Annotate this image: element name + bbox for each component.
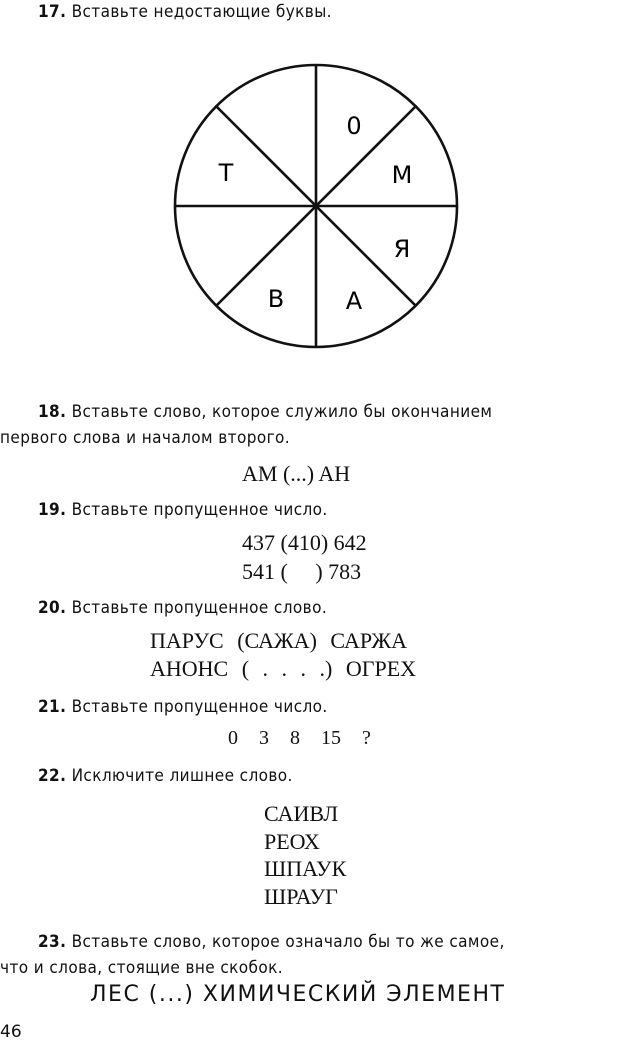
q19-row1: 437 (410) 642 [242,530,367,555]
q23-line1: 23. Вставьте слово, которое означало бы то же самое, [38,932,505,952]
q23-line2: что и слова, стоящие вне скобок. [0,958,284,978]
q22-heading: 22. Исключите лишнее слово. [38,766,293,786]
q22-word: ШПАУК [264,856,347,881]
q19-number: 19. [38,500,67,520]
q18-line2: первого слова и началом второго. [0,428,291,448]
wheel-letter-bottom-right: А [345,287,363,315]
q20-row1: ПАРУС (САЖА) САРЖА [150,628,407,653]
letter-wheel [170,62,460,357]
q21-term: 3 [259,727,269,749]
q21-term: ? [362,727,371,749]
q17-number: 17. [38,2,67,22]
q18-line1: 18. Вставьте слово, которое служило бы окончанием [38,402,493,422]
wheel-letter-bottom-left: В [267,285,285,313]
q21-term: 15 [321,727,341,749]
q20-heading: 20. Вставьте пропущенное слово. [38,598,328,618]
wheel-letter-right-lower: Я [393,235,411,263]
q21-heading: 21. Вставьте пропущенное число. [38,697,328,717]
q20-number: 20. [38,598,67,618]
q22-word: САИВЛ [264,801,339,826]
q17-text: Вставьте недостающие буквы. [71,2,332,22]
q21-sequence [228,727,371,750]
q19-heading: 19. Вставьте пропущенное число. [38,500,328,520]
q21-term: 8 [290,727,300,749]
q19-row2: 541 ( ) 783 [242,559,362,584]
wheel-letter-top-right: 0 [346,112,362,140]
page-number: 46 [0,1022,22,1042]
q17-heading [38,2,332,22]
wheel-spokes [175,65,457,347]
q22-word: РЕОХ [264,829,320,854]
q23-number: 23. [38,932,67,952]
wheel-letter-right-upper: М [391,161,413,189]
q20-row2: АНОНС ( . . . .) ОГРЕХ [150,656,417,681]
q18-puzzle: AM (...) AH [242,461,351,486]
q22-word: ШРАУГ [264,884,338,909]
q23-puzzle: ЛЕС (...) ХИМИЧЕСКИЙ ЭЛЕМЕНТ [90,982,506,1007]
q21-number: 21. [38,697,67,717]
wheel-letter-left-upper: Т [218,159,234,187]
q21-term: 0 [228,727,238,749]
q22-number: 22. [38,766,67,786]
q18-number: 18. [38,402,67,422]
